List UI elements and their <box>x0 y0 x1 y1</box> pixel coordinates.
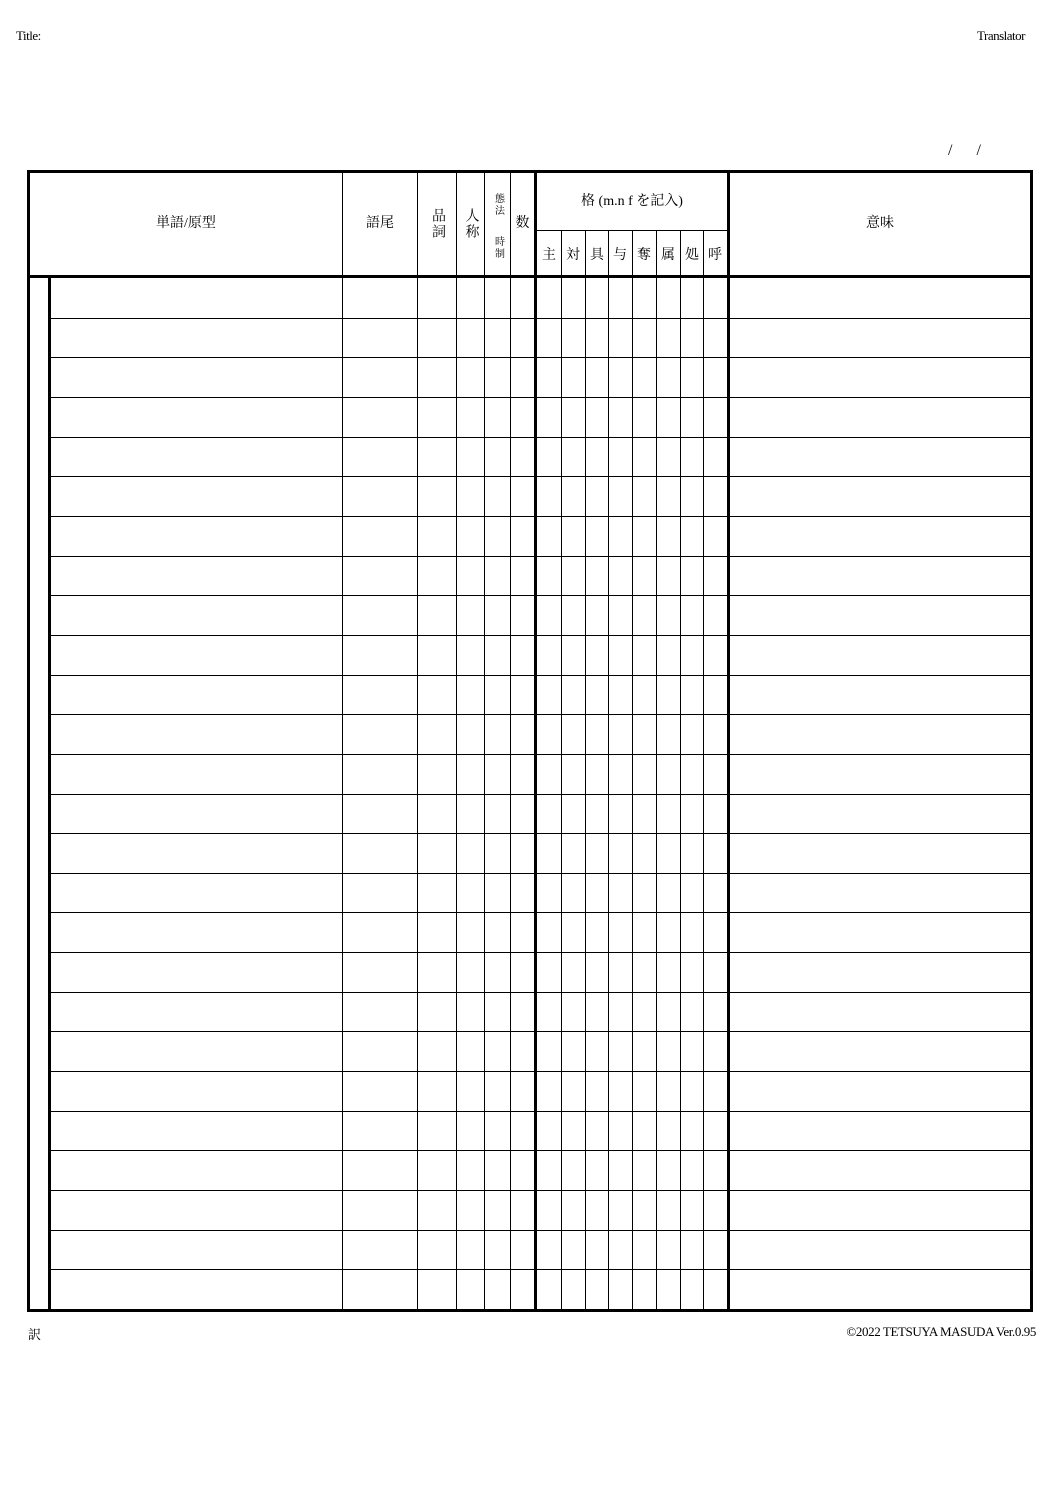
col-header-case: 格 (m.n f を記入) <box>581 194 683 209</box>
table-row-line <box>50 1269 1030 1270</box>
case-header-3: 与 <box>613 248 627 263</box>
table-row-line <box>50 397 1030 398</box>
col-header-pos: 品詞 <box>430 208 445 240</box>
table-row-line <box>50 833 1030 834</box>
table-row-line <box>50 952 1030 953</box>
footer-copyright: ©2022 TETSUYA MASUDA Ver.0.95 <box>846 1324 1036 1339</box>
table-row-line <box>50 1071 1030 1072</box>
table-row-line <box>50 476 1030 477</box>
translator-label: Translator <box>977 28 1025 43</box>
worksheet-table <box>27 170 1033 1312</box>
table-row-line <box>50 992 1030 993</box>
col-line-word-ending <box>342 170 343 1312</box>
col-line-number-case <box>534 170 537 1312</box>
table-row-line <box>50 1031 1030 1032</box>
col-header-word: 単語/原型 <box>156 216 216 231</box>
table-row-line <box>50 714 1030 715</box>
case-header-5: 属 <box>661 248 675 263</box>
table-row-line <box>50 357 1030 358</box>
table-row-line <box>50 1111 1030 1112</box>
col-header-number: 数 <box>515 216 530 231</box>
col-header-tense: 時制 <box>492 236 504 260</box>
col-line-pos-person <box>456 170 457 1312</box>
case-header-0: 主 <box>542 248 556 263</box>
table-row-line <box>50 675 1030 676</box>
table-row-line <box>50 754 1030 755</box>
table-row-line <box>50 912 1030 913</box>
table-row-line <box>50 794 1030 795</box>
col-header-ending: 語尾 <box>366 216 394 231</box>
table-row-line <box>50 1230 1030 1231</box>
col-line-person-mood <box>484 170 485 1312</box>
date-field: / / <box>948 142 981 159</box>
table-row-line <box>50 318 1030 319</box>
footer-translation-label: 訳 <box>28 1327 42 1342</box>
col-line-mood-number <box>510 170 511 1312</box>
table-row-line <box>50 595 1030 596</box>
case-header-7: 呼 <box>708 248 722 263</box>
header-divider <box>27 275 1033 278</box>
col-header-meaning: 意味 <box>866 216 894 231</box>
table-row-line <box>50 556 1030 557</box>
table-row-line <box>50 1150 1030 1151</box>
row-number-margin-line <box>48 278 51 1312</box>
table-row-line <box>50 873 1030 874</box>
title-label: Title: <box>16 28 41 43</box>
case-header-6: 処 <box>685 248 699 263</box>
col-header-person: 人称 <box>463 208 479 240</box>
table-row-line <box>50 516 1030 517</box>
table-row-line <box>50 437 1030 438</box>
table-row-line <box>50 635 1030 636</box>
table-row-line <box>50 1190 1030 1191</box>
case-header-4: 奪 <box>637 248 651 263</box>
case-header-1: 対 <box>566 248 580 263</box>
col-line-ending-pos <box>417 170 418 1312</box>
col-header-mood: 態法 <box>492 193 504 217</box>
case-header-2: 具 <box>590 248 604 263</box>
col-line-case-meaning <box>727 170 730 1312</box>
